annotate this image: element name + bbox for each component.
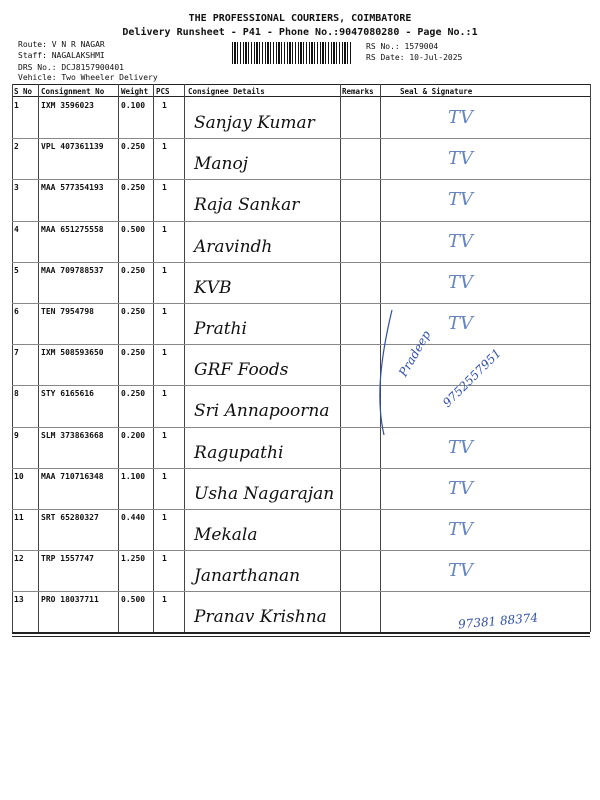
cell-sno: 11 [14,513,24,522]
cell-pcs: 1 [162,348,167,358]
cell-weight: 0.250 [121,183,146,193]
handwritten-pradeep: Pradeep [396,328,434,379]
handwritten-phone-a: 9752557951 [440,346,504,410]
cell-weight: 0.500 [121,595,146,605]
cell-sno: 5 [14,265,19,275]
cell-pcs: 1 [162,513,167,522]
seal-mark: TV [448,436,474,458]
cell-pcs: 1 [162,595,167,605]
cell-sno: 6 [14,307,19,316]
cell-pcs: 1 [162,265,167,275]
cell-pcs: 1 [162,554,167,564]
cell-weight: 1.250 [121,554,146,564]
barcode [232,42,352,64]
consignee-signature: Sri Annapoorna [194,401,330,422]
consignee-signature: Mekala [194,525,258,545]
cell-cons: IXM 3596023 [41,101,94,110]
pen-stroke [370,300,410,440]
row-divider [12,303,590,304]
seal-mark: TV [448,107,474,128]
cell-weight: 0.250 [121,307,146,316]
cell-cons: SRT 65280327 [41,513,99,522]
column-header: Remarks [342,87,374,96]
row-divider [12,344,590,345]
rs-date: RS Date: 10-Jul-2025 [366,53,463,62]
cell-sno: 13 [14,595,24,605]
handwritten-phone-b: 97381 88374 [457,610,539,632]
route-label: Route: V N R NAGAR [18,40,105,49]
staff-label: Staff: NAGALAKSHMI [18,51,105,60]
cell-cons: MAA 577354193 [41,183,104,193]
row-divider [12,550,590,551]
cell-sno: 1 [14,101,19,110]
cell-sno: 7 [14,348,19,358]
seal-mark: TV [448,313,474,334]
cell-weight: 0.250 [121,348,146,358]
vehicle-label: Vehicle: Two Wheeler Delivery [18,73,158,82]
cell-pcs: 1 [162,471,167,481]
drs-label: DRS No.: DCJ8157900401 [18,63,124,72]
cell-sno: 9 [14,430,19,440]
cell-sno: 4 [14,224,19,234]
consignee-signature: Aravindh [194,236,273,257]
cell-sno: 2 [14,142,19,152]
runsheet-subtitle: Delivery Runsheet - P41 - Phone No.:9047080280 - Page No.:1 [122,27,478,38]
cell-weight: 1.100 [121,471,146,481]
seal-mark: TV [448,189,474,211]
consignee-signature: KVB [194,277,232,298]
seal-mark: TV [448,519,474,540]
table-top-rule [12,84,590,85]
consignee-signature: Janarthanan [194,566,301,587]
consignee-signature: Usha Nagarajan [194,483,335,504]
consignee-signature: Pranav Krishna [194,607,327,628]
row-divider [12,221,590,222]
row-divider [12,509,590,510]
seal-mark: TV [448,148,474,170]
table-bottom-rule [12,632,590,634]
cell-cons: TRP 1557747 [41,554,94,564]
company-title: THE PROFESSIONAL COURIERS, COIMBATORE [188,13,412,24]
cell-weight: 0.440 [121,513,146,522]
cell-cons: STY 6165616 [41,389,94,399]
seal-mark: TV [448,230,474,252]
cell-weight: 0.250 [121,389,146,399]
cell-cons: VPL 407361139 [41,142,104,152]
consignee-signature: GRF Foods [194,360,289,381]
cell-pcs: 1 [162,101,167,110]
consignee-signature: Ragupathi [194,442,284,463]
row-divider [12,262,590,263]
column-header: Consignment No [41,87,105,96]
row-divider [12,179,590,180]
cell-weight: 0.250 [121,265,146,275]
column-divider [590,84,591,632]
cell-pcs: 1 [162,183,167,193]
seal-mark: TV [448,560,474,582]
cell-pcs: 1 [162,430,167,440]
column-header: Weight [121,87,149,96]
row-divider [12,385,590,386]
cell-weight: 0.500 [121,224,146,234]
cell-cons: IXM 508593650 [41,348,104,358]
table-bottom-rule-2 [12,636,590,637]
cell-cons: MAA 710716348 [41,471,104,481]
consignee-signature: Prathi [194,319,247,339]
row-divider [12,591,590,592]
cell-cons: SLM 373863668 [41,430,104,440]
consignee-signature: Raja Sankar [194,195,300,216]
cell-sno: 3 [14,183,19,193]
consignee-signature: Sanjay Kumar [194,113,315,133]
cell-weight: 0.200 [121,430,146,440]
cell-sno: 8 [14,389,19,399]
row-divider [12,427,590,428]
header-bottom-rule [12,96,590,97]
cell-cons: TEN 7954798 [41,307,94,316]
cell-cons: PRO 18037711 [41,595,99,605]
cell-pcs: 1 [162,224,167,234]
column-header: Seal & Signature [400,87,473,96]
seal-mark: TV [448,271,474,293]
cell-sno: 10 [14,471,24,481]
column-header: S No [14,87,33,96]
row-divider [12,138,590,139]
cell-weight: 0.250 [121,142,146,152]
cell-weight: 0.100 [121,101,146,110]
column-header: PCS [156,87,170,96]
cell-pcs: 1 [162,142,167,152]
cell-cons: MAA 709788537 [41,265,104,275]
rs-no: RS No.: 1579004 [366,42,439,51]
row-divider [12,468,590,469]
cell-sno: 12 [14,554,24,564]
cell-pcs: 1 [162,307,167,316]
column-header: Consignee Details [188,87,265,96]
seal-mark: TV [448,477,474,499]
consignee-signature: Manoj [194,154,248,175]
cell-pcs: 1 [162,389,167,399]
cell-cons: MAA 651275558 [41,224,104,234]
